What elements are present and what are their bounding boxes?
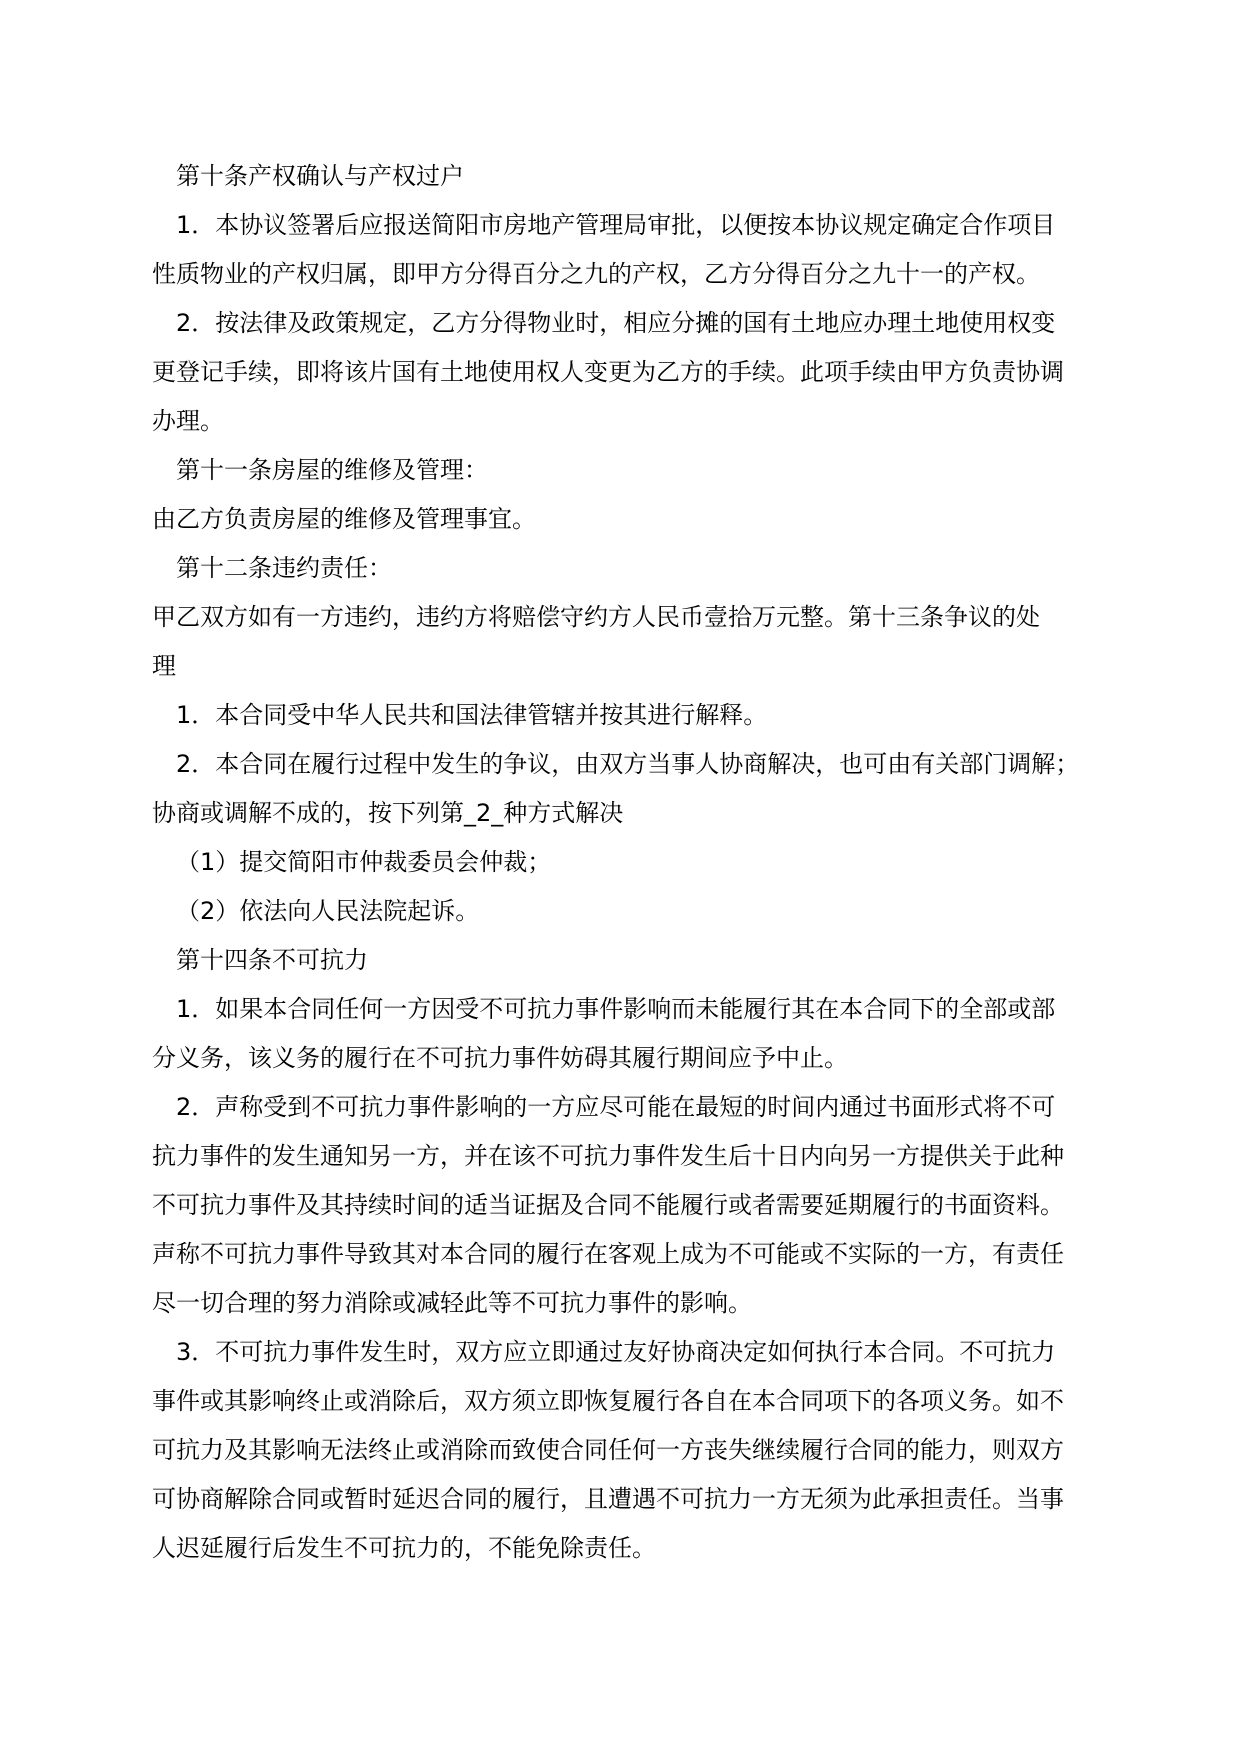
- article-13-clause-1: 1．本合同受中华人民共和国法律管辖并按其进行解释。: [176, 701, 768, 729]
- article-13-clause-2: 2．本合同在履行过程中发生的争议，由双方当事人协商解决，也可由有关部门调解；: [176, 750, 1080, 778]
- article-10-heading: 第十条产权确认与产权过户: [176, 162, 464, 190]
- article-14-clause-3-cont-3: 可协商解除合同或暂时延迟合同的履行，且遭遇不可抗力一方无须为此承担责任。当事: [152, 1485, 1064, 1513]
- article-11-body: 由乙方负责房屋的维修及管理事宜。: [152, 505, 536, 533]
- article-10-clause-2: 2．按法律及政策规定，乙方分得物业时，相应分摊的国有土地应办理土地使用权变: [176, 309, 1056, 337]
- article-14-clause-2: 2．声称受到不可抗力事件影响的一方应尽可能在最短的时间内通过书面形式将不可: [176, 1093, 1056, 1121]
- article-13-clause-2-cont: 协商或调解不成的，按下列第_2_种方式解决: [152, 799, 624, 827]
- article-14-clause-3-cont-2: 可抗力及其影响无法终止或消除而致使合同任何一方丧失继续履行合同的能力，则双方: [152, 1436, 1064, 1464]
- article-14-clause-2-cont-1: 抗力事件的发生通知另一方，并在该不可抗力事件发生后十日内向另一方提供关于此种: [152, 1142, 1064, 1170]
- article-14-clause-2-cont-2: 不可抗力事件及其持续时间的适当证据及合同不能履行或者需要延期履行的书面资料。: [152, 1191, 1064, 1219]
- article-10-clause-2-cont: 更登记手续，即将该片国有土地使用权人变更为乙方的手续。此项手续由甲方负责协调: [152, 358, 1064, 386]
- article-14-clause-3-cont-1: 事件或其影响终止或消除后，双方须立即恢复履行各自在本合同项下的各项义务。如不: [152, 1387, 1064, 1415]
- article-14-clause-2-cont-4: 尽一切合理的努力消除或减轻此等不可抗力事件的影响。: [152, 1289, 752, 1317]
- article-13-option-1: （1）提交简阳市仲裁委员会仲裁；: [176, 848, 552, 876]
- article-14-clause-1: 1．如果本合同任何一方因受不可抗力事件影响而未能履行其在本合同下的全部或部: [176, 995, 1056, 1023]
- article-12-body: 甲乙双方如有一方违约，违约方将赔偿守约方人民币壹拾万元整。第十三条争议的处: [152, 603, 1040, 631]
- article-14-heading: 第十四条不可抗力: [176, 946, 368, 974]
- article-14-clause-2-cont-3: 声称不可抗力事件导致其对本合同的履行在客观上成为不可能或不实际的一方，有责任: [152, 1240, 1064, 1268]
- article-10-clause-2-end: 办理。: [152, 407, 224, 435]
- document-page: [152, 152, 1090, 1573]
- article-12-heading: 第十二条违约责任：: [176, 554, 392, 582]
- article-13-option-2: （2）依法向人民法院起诉。: [176, 897, 480, 925]
- article-13-heading-end: 理: [152, 652, 176, 680]
- article-10-clause-1: 1．本协议签署后应报送简阳市房地产管理局审批，以便按本协议规定确定合作项目: [176, 211, 1056, 239]
- article-14-clause-1-cont: 分义务，该义务的履行在不可抗力事件妨碍其履行期间应予中止。: [152, 1044, 848, 1072]
- article-14-clause-3: 3．不可抗力事件发生时，双方应立即通过友好协商决定如何执行本合同。不可抗力: [176, 1338, 1056, 1366]
- article-14-clause-3-cont-4: 人迟延履行后发生不可抗力的，不能免除责任。: [152, 1534, 656, 1562]
- article-10-clause-1-cont: 性质物业的产权归属，即甲方分得百分之九的产权，乙方分得百分之九十一的产权。: [152, 260, 1040, 288]
- article-11-heading: 第十一条房屋的维修及管理：: [176, 456, 488, 484]
